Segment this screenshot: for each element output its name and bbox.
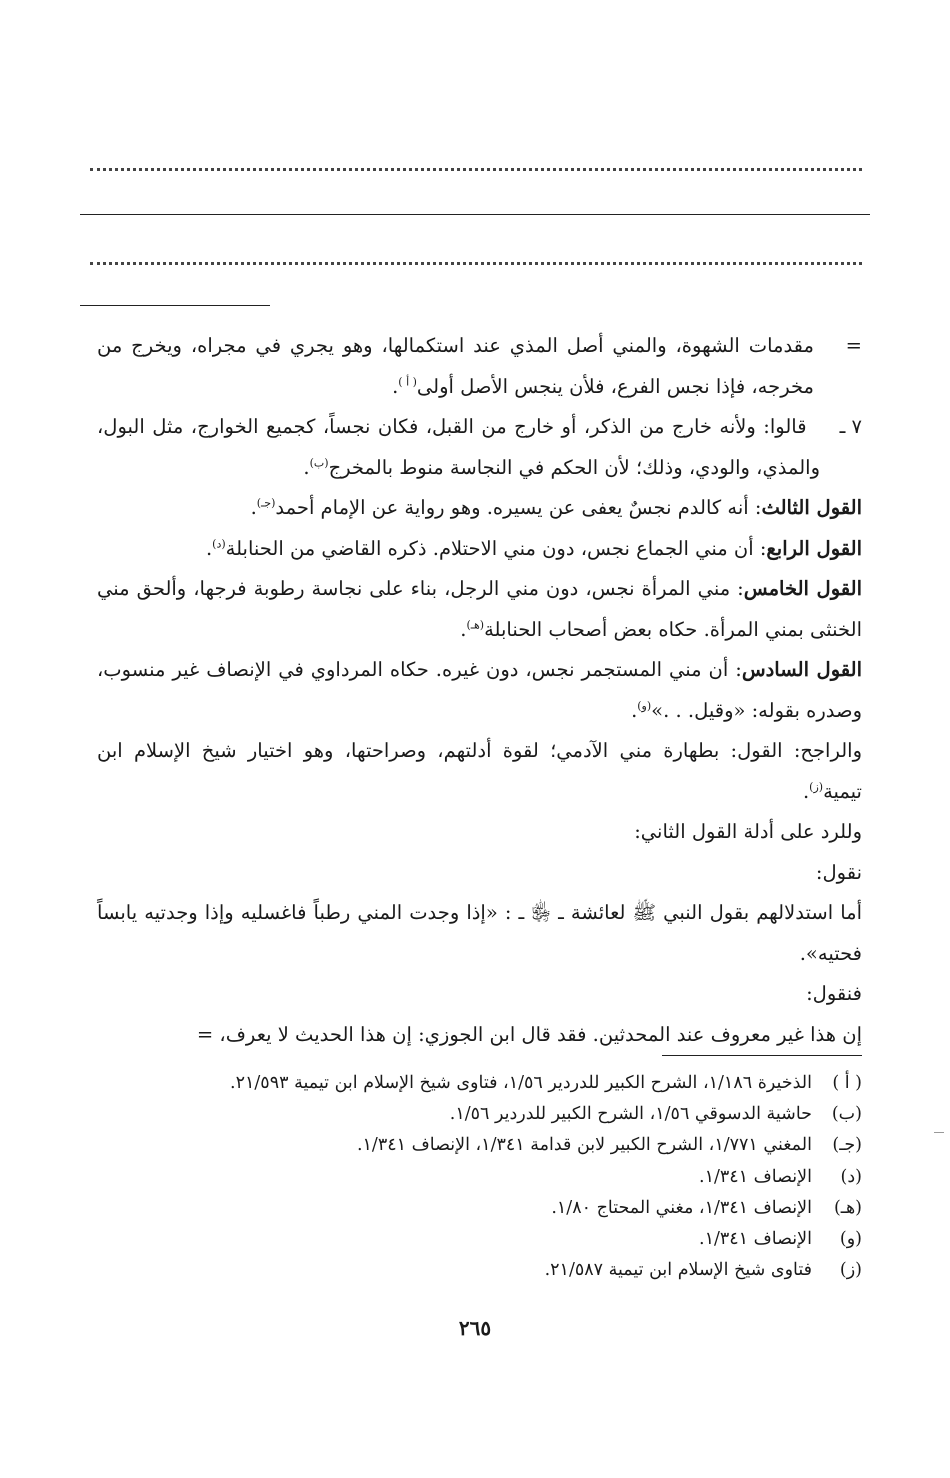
footnote-text: الذخيرة ١/١٨٦، الشرح الكبير للدردير ١/٥٦، فتاوى شيخ الإسلام ابن تيمية ٢١/٥٩٣. xyxy=(230,1073,812,1093)
footnote-ref: (د) xyxy=(212,537,226,550)
paragraph: نقول: xyxy=(815,860,862,884)
footnote-text: الإنصاف ١/٣٤١، مغني المحتاج ١/٨٠. xyxy=(551,1197,812,1218)
footnote-text: فتاوى شيخ الإسلام ابن تيمية ٢١/٥٨٧. xyxy=(544,1260,812,1281)
footnote xyxy=(97,1130,862,1161)
page-number: ٢٦٥ xyxy=(458,1316,492,1340)
footnote xyxy=(97,1255,862,1286)
footnote-ref: (جـ) xyxy=(256,496,276,510)
paragraph: أما استدلالهم بقول النبي ﷺ لعائشة ـ ﵂ ـ : «إذا وجدت المني رطباً فاغسليه وإذا وجدتيه يابساً فحتيه». xyxy=(97,901,862,965)
paragraph: القول الرابع: أن مني الجماع نجس، دون مني الاحتلام. ذكره القاضي من الحنابلة$^{(د)}$. xyxy=(205,536,862,560)
footnote-ref: (ز) xyxy=(809,780,824,793)
paragraph: القول الثالث: أنه كالدم نجسٌ يعفى عن يسيره. وهو رواية عن الإمام أحمد$^{(جـ)}$. xyxy=(250,496,862,519)
footnote xyxy=(97,1162,862,1193)
paragraph: فنقول: xyxy=(806,982,862,1005)
paragraph: والراجح: القول: بطهارة مني الآدمي؛ لقوة أدلتهم، وصراحتها، وهو اختيار شيخ الإسلام ابن تيمية$^{(ز)}$. xyxy=(97,739,862,803)
heading-label: القول الرابع xyxy=(766,536,862,560)
footnotes xyxy=(97,1068,862,1286)
footnote-ref: ( أ ) xyxy=(398,375,417,388)
paragraph: وللرد على أدلة القول الثاني: xyxy=(634,820,862,843)
main-text xyxy=(97,326,862,1055)
footnote-letter: (د) xyxy=(840,1166,862,1187)
footnote xyxy=(97,1099,862,1130)
footnote-text: المغني ١/٧٧١، الشرح الكبير لابن قدامة ١/٣٤١، الإنصاف ١/٣٤١. xyxy=(356,1135,812,1156)
footnote-letter: (ز) xyxy=(839,1260,862,1281)
dotted-separator xyxy=(90,168,862,171)
dotted-separator xyxy=(90,262,862,265)
continuation-mark: = xyxy=(845,334,862,357)
footnote-letter: (ب) xyxy=(831,1104,862,1125)
footnote-text: حاشية الدسوقي ١/٥٦، الشرح الكبير للدردير ١/٥٦. xyxy=(449,1104,812,1125)
footnote-ref: (ب) xyxy=(309,456,329,469)
item-number: ٧ ـ xyxy=(839,415,862,438)
paragraph: إن هذا غير معروف عند المحدثين. فقد قال ابن الجوزي: إن هذا الحديث لا يعرف، = xyxy=(196,1022,862,1046)
footnote-letter: (جـ) xyxy=(832,1135,862,1156)
margin-mark xyxy=(934,1132,944,1133)
paragraph: القول السادس: أن مني المستجمر نجس، دون غيره. حكاه المرداوي في الإنصاف غير منسوب، وصدره بقوله: «وقيل. . .»$^{(و)}$. xyxy=(97,658,863,722)
paragraph: ٧ ـ قالوا: ولأنه خارج من الذكر، أو خارج من القبل، فكان نجساً، كجميع الخوارج، مثل البول، والمذي، والودي، وذلك؛ لأن الحكم في النجاسة منوط بالمخرج$^{(ب)}$. xyxy=(97,407,862,488)
short-rule xyxy=(80,305,270,306)
paragraph: القول الخامس: مني المرأة نجس، دون مني الرجل، بناء على نجاسة رطوبة فرجها، وألحق مني الخنثى بمني المرأة. حكاه بعض أصحاب الحنابلة$^{(هـ)}$. xyxy=(97,577,862,641)
footnote-ref: (و) xyxy=(637,699,652,712)
heading-label: القول الثالث xyxy=(761,496,862,519)
section-rule xyxy=(80,214,870,215)
footnote xyxy=(97,1193,862,1224)
paragraph: مقدمات الشهوة، والمني أصل المذي عند استكمالها، وهو يجري في مجراه، ويخرج من مخرجه، فإذا نجس الفرع، فلأن ينجس الأصل أولى$^{( أ )}$. xyxy=(97,334,814,398)
footnote-letter: ( أ ) xyxy=(832,1073,862,1093)
footnote xyxy=(97,1224,862,1255)
footnote-text: الإنصاف ١/٣٤١. xyxy=(698,1166,812,1187)
heading-label: القول الخامس xyxy=(743,577,862,600)
heading-label: القول السادس xyxy=(741,658,863,681)
footnote xyxy=(97,1068,862,1099)
footnote-text: الإنصاف ١/٣٤١. xyxy=(698,1229,812,1250)
footnote-rule xyxy=(662,1055,862,1056)
footnote-letter: (و) xyxy=(839,1229,862,1250)
footnote-letter: (هـ) xyxy=(833,1197,862,1218)
footnote-ref: (هـ) xyxy=(466,618,485,631)
